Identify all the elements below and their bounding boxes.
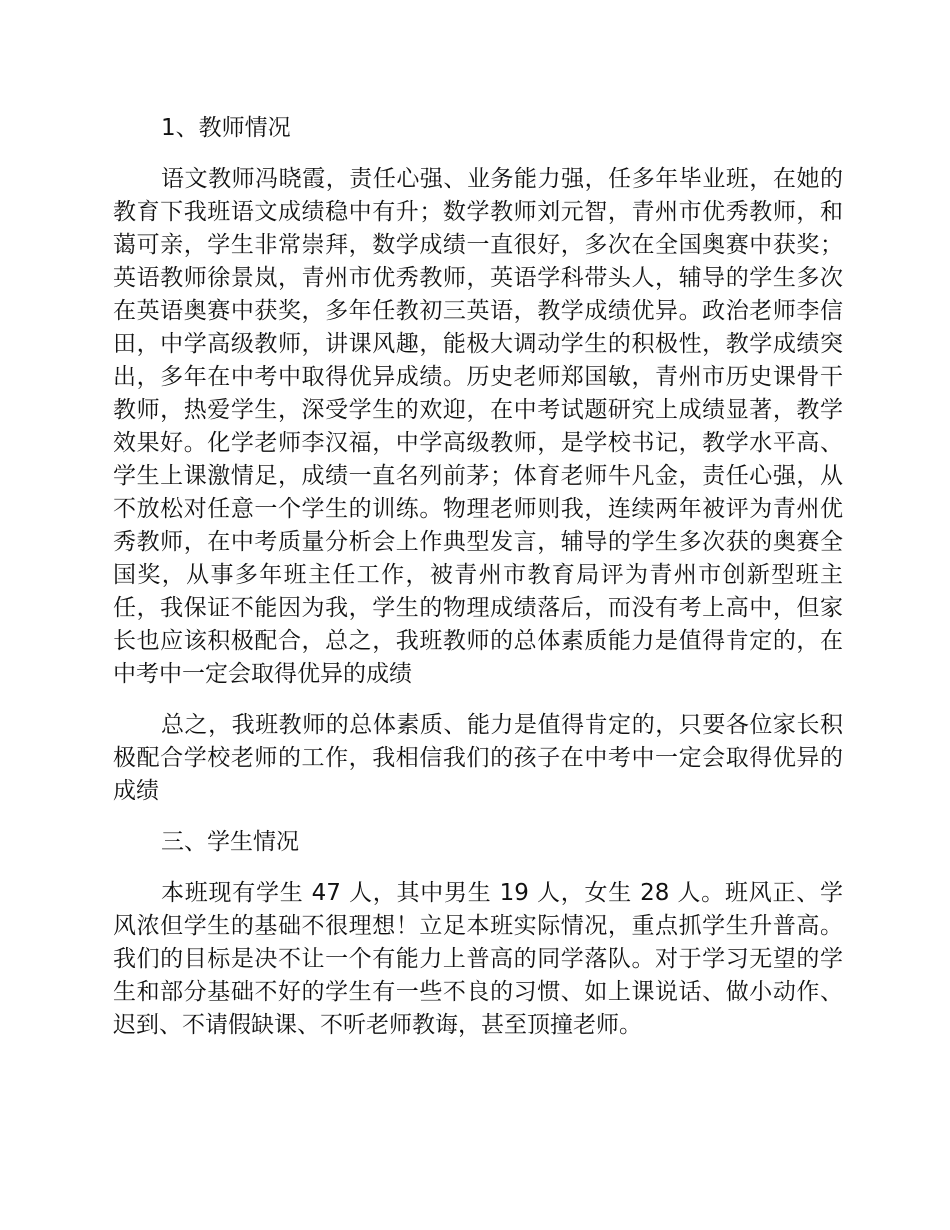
paragraph-teachers-details: 语文教师冯晓霞，责任心强、业务能力强，任多年毕业班，在她的教育下我班语文成绩稳中有升；数学教师刘元智，青州市优秀教师，和蔼可亲，学生非常崇拜，数学成绩一直很好，多次在全国奥赛中获奖；英语教师徐景岚，青州市优秀教师，英语学科带头人，辅导的学生多次在英语奥赛中获奖，多年任教初三英语，教学成绩优异。政治老师李信田，中学高级教师，讲课风趣，能极大调动学生的积极性，教学成绩突出，多年在中考中取得优异成绩。历史老师郑国敏，青州市历史课骨干教师，热爱学生，深受学生的欢迎，在中考试题研究上成绩显著，教学效果好。化学老师李汉福，中学高级教师，是学校书记，教学水平高、学生上课激情足，成绩一直名列前茅；体育老师牛凡金，责任心强，从不放松对任意一个学生的训练。物理老师则我，连续两年被评为青州优秀教师，在中考质量分析会上作典型发言，辅导的学生多次获的奥赛全国奖，从事多年班主任工作，被青州市教育局评为青州市创新型班主任，我保证不能因为我，学生的物理成绩落后，而没有考上高中，但家长也应该积极配合，总之，我班教师的总体素质能力是值得肯定的，在中考中一定会取得优异的成绩: [113, 166, 843, 687]
section-heading-teachers: 1、教师情况: [161, 115, 291, 141]
document-page: [113, 112, 843, 1060]
paragraph-teachers-summary: 总之，我班教师的总体素质、能力是值得肯定的，只要各位家长积极配合学校老师的工作，我相信我们的孩子在中考中一定会取得优异的成绩: [113, 712, 843, 804]
section-heading-students: 三、学生情况: [161, 829, 299, 855]
paragraph-students-details: 本班现有学生 47 人，其中男生 19 人，女生 28 人。班风正、学风浓但学生的基础不很理想！立足本班实际情况，重点抓学生升普高。我们的目标是决不让一个有能力上普高的同学落队。对于学习无望的学生和部分基础不好的学生有一些不良的习惯、如上课说话、做小动作、迟到、不请假缺课、不听老师教诲，甚至顶撞老师。: [113, 880, 843, 1038]
